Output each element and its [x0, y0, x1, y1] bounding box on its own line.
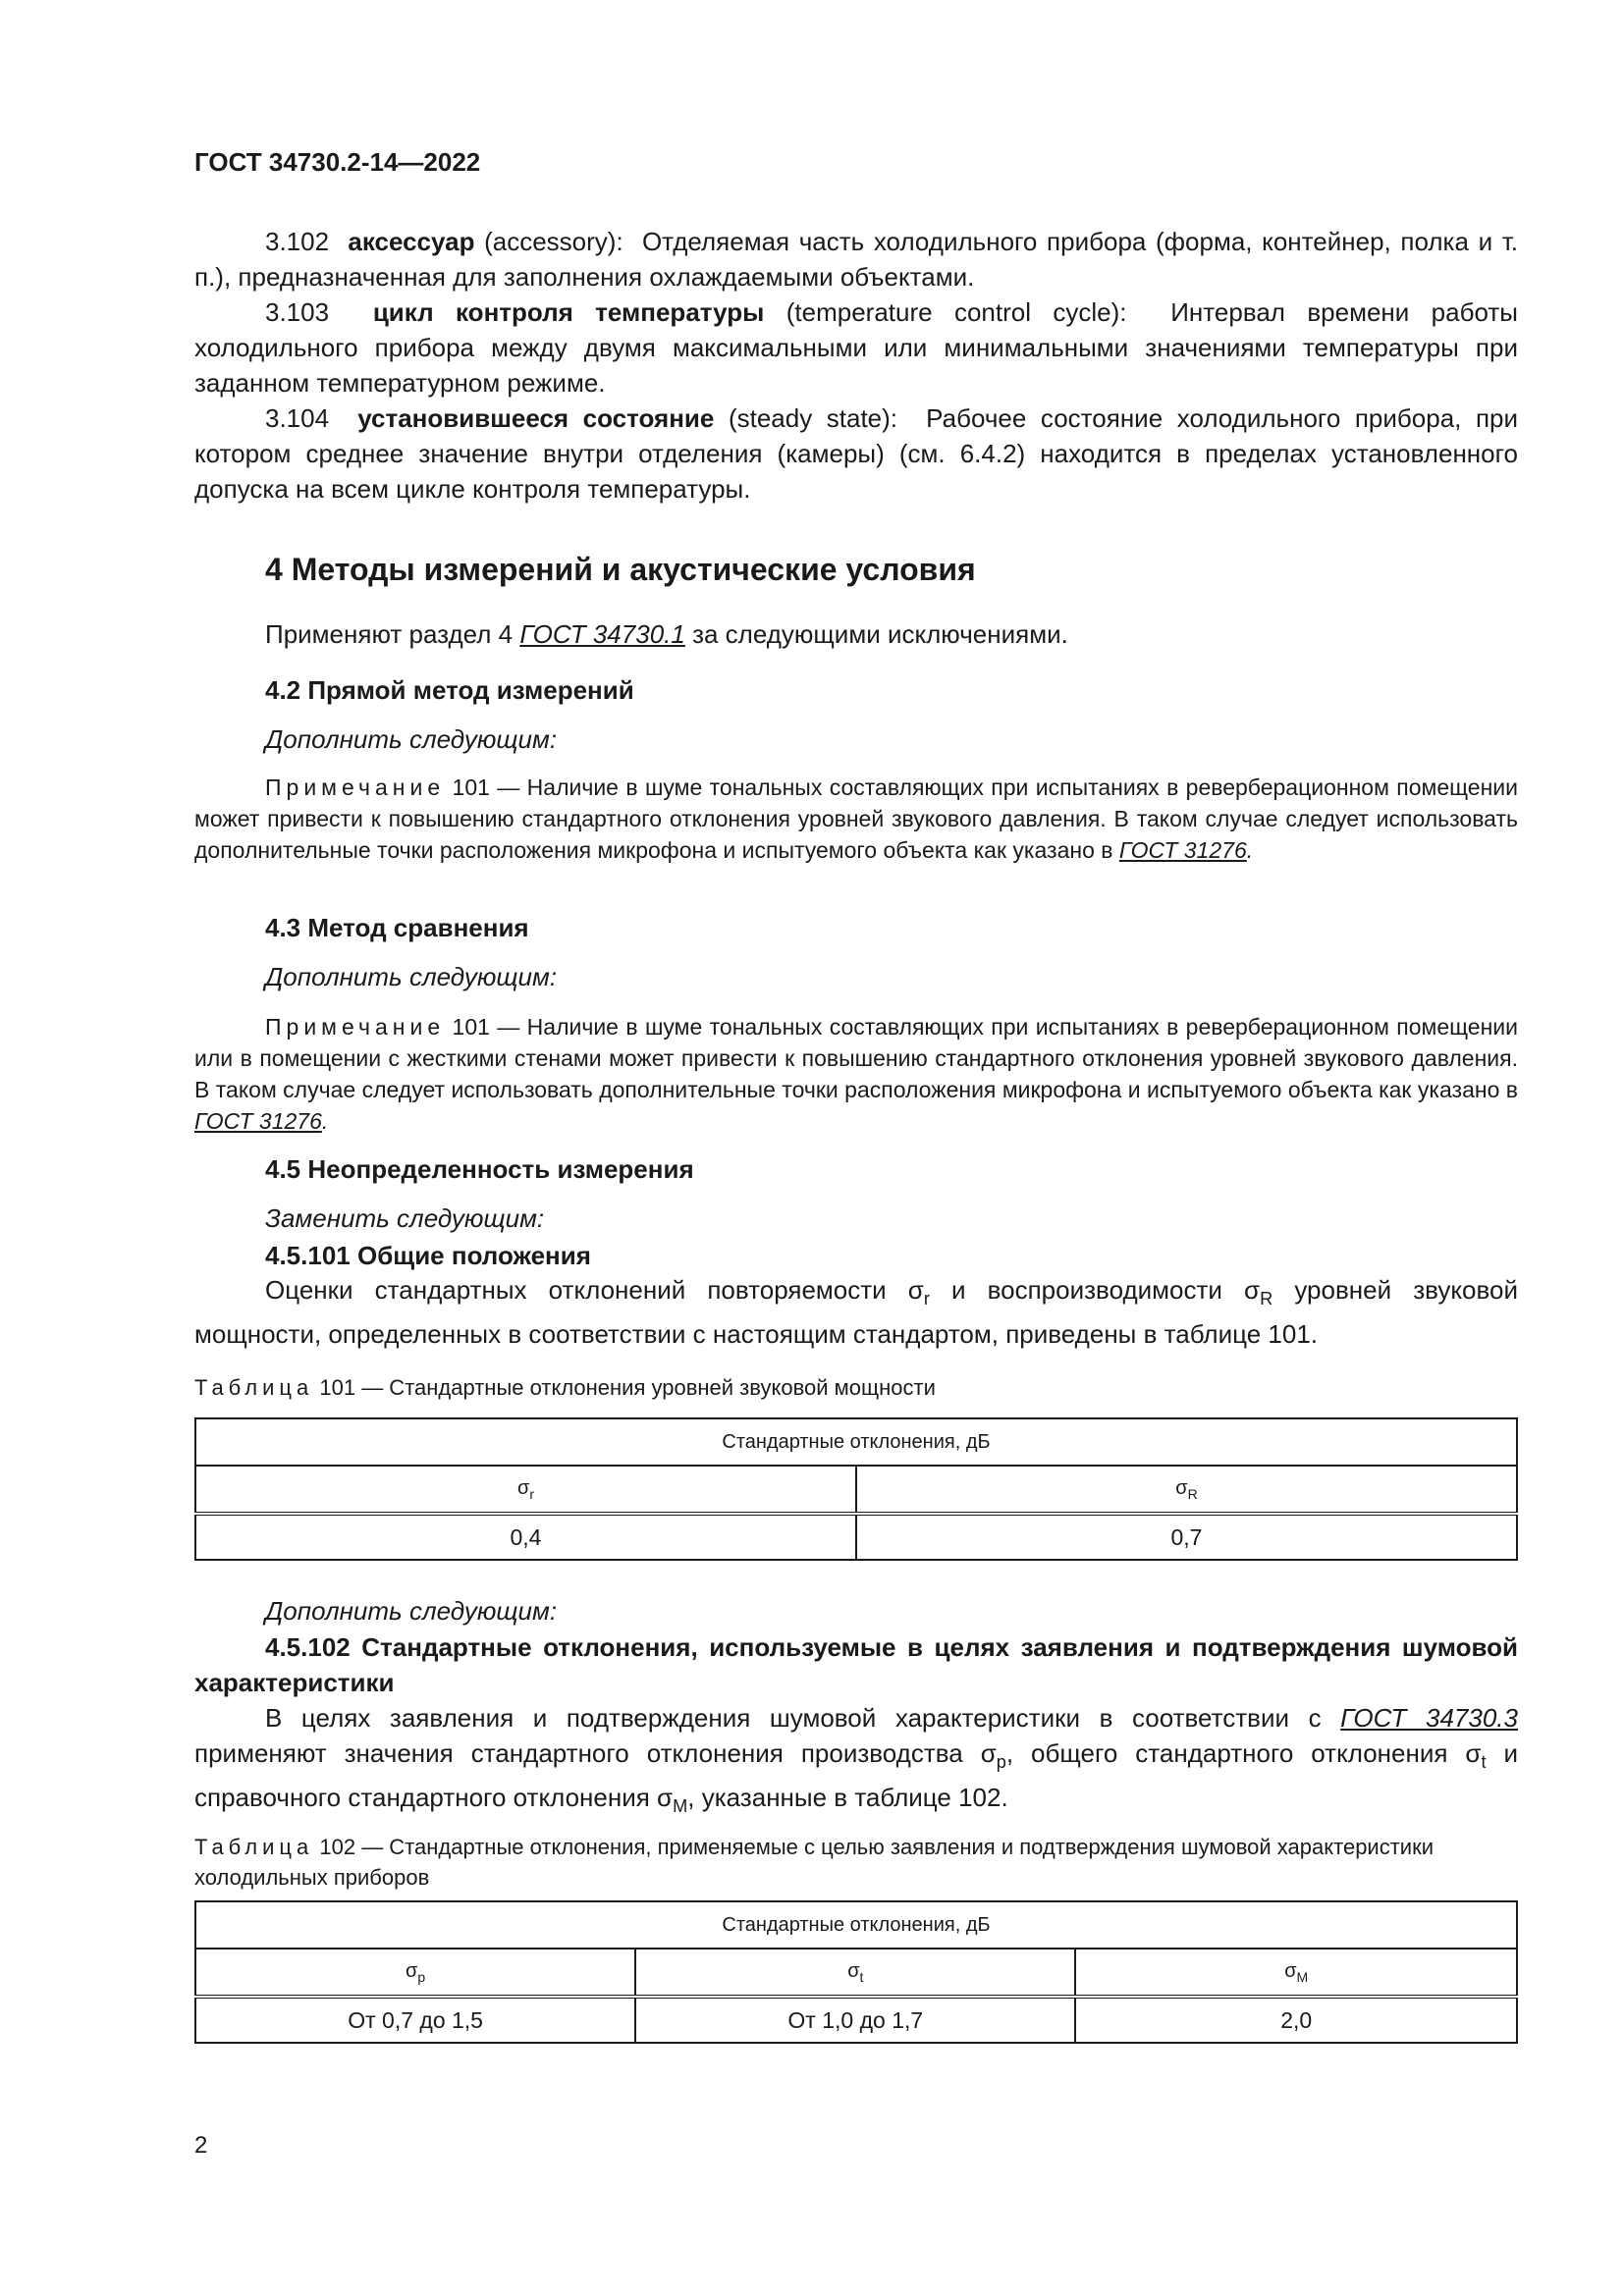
- section-4-5-102-title-block: [194, 1629, 1518, 1700]
- subscript: R: [1187, 1485, 1198, 1502]
- table-header: Стандартные отклонения, дБ: [195, 1901, 1517, 1949]
- definition-number: 3.102: [265, 227, 330, 256]
- definition-text: Интервал времени работы холодильного прибора между двумя максимальными или минимальными значениями температуры при заданном температурном режиме.: [194, 297, 1518, 398]
- note-end: .: [1246, 837, 1254, 863]
- definition-term: установившееся состояние: [357, 403, 715, 433]
- gost-31276-link[interactable]: ГОСТ 31276: [1118, 837, 1247, 863]
- section-4-5-102-instruction: Дополнить следующим:: [265, 1596, 558, 1626]
- section-4-2-title: 4.2 Прямой метод измерений: [265, 675, 634, 705]
- gost-34730-3-link[interactable]: ГОСТ 34730.3: [1340, 1703, 1518, 1733]
- gost-31276-link[interactable]: ГОСТ 31276: [194, 1108, 322, 1134]
- definition-text: Рабочее состояние холодильного прибора, при котором среднее значение внутри отделения (камеры) (см. 6.4.2) находится в пределах установленного допуска на всем цикле контроля температуры.: [194, 403, 1519, 504]
- definition-term: цикл контроля температуры: [372, 297, 765, 327]
- section-4-5-102-title: 4.5.102 Стандартные отклонения, используемые в целях заявления и подтверждения шумовой характеристики: [194, 1632, 1518, 1697]
- note-label: Примечание: [265, 1014, 446, 1040]
- definition-text: Отделяемая часть холодильного прибора (форма, контейнер, полка и т. п.), предназначенная для заполнения охлаждаемыми объектами.: [194, 227, 1518, 292]
- section-4-2-instruction: Дополнить следующим:: [265, 724, 558, 754]
- sigma-symbol: σ: [406, 1959, 418, 1982]
- text-part: и воспроизводимости σ: [929, 1275, 1261, 1305]
- text-part: применяют значения стандартного отклонения производства σ: [194, 1738, 997, 1768]
- document-page: [194, 0, 1518, 2296]
- intro-text-end: за следующими исключениями.: [684, 619, 1068, 649]
- section-4-5-instruction: Заменить следующим:: [265, 1203, 545, 1233]
- section-4-2-note: [194, 772, 1518, 866]
- subscript: r: [529, 1485, 534, 1502]
- definition-term: аксессуар: [348, 227, 475, 256]
- document-header: ГОСТ 34730.2-14—2022: [194, 147, 481, 177]
- section-4-intro: [194, 616, 1518, 652]
- table-cell: От 0,7 до 1,5: [195, 1997, 635, 2043]
- section-4-5-title: 4.5 Неопределенность измерения: [265, 1154, 694, 1184]
- table-header: Стандартные отклонения, дБ: [195, 1418, 1517, 1466]
- definition-number: 3.103: [265, 297, 330, 327]
- table-101-caption: [194, 1372, 1518, 1403]
- subscript: R: [1260, 1289, 1273, 1309]
- table-cell: 2,0: [1075, 1997, 1517, 2043]
- definition-en-term: (steady state):: [728, 403, 898, 433]
- note-end: .: [321, 1108, 329, 1134]
- table-cell: От 1,0 до 1,7: [635, 1997, 1075, 2043]
- caption-text: 101 — Стандартные отклонения уровней звуковой мощности: [313, 1375, 936, 1400]
- gost-34730-1-link[interactable]: ГОСТ 34730.1: [519, 619, 685, 649]
- definition-3-103: [194, 294, 1518, 400]
- subscript: M: [673, 1796, 688, 1817]
- subscript: p: [996, 1752, 1006, 1773]
- section-4-3-title: 4.3 Метод сравнения: [265, 913, 529, 942]
- caption-label: Таблица: [194, 1375, 314, 1400]
- text-part: Оценки стандартных отклонений повторяемости σ: [265, 1275, 924, 1305]
- definition-3-102: [194, 224, 1518, 294]
- table-102: [194, 1900, 1518, 2044]
- table-101: [194, 1417, 1518, 1561]
- page-number: 2: [194, 2132, 208, 2159]
- table-col-header: [195, 1949, 635, 1997]
- section-4-title: 4 Методы измерений и акустические условия: [265, 552, 976, 587]
- subscript: M: [1296, 1968, 1309, 1985]
- text-part: , общего стандартного отклонения σ: [1005, 1738, 1482, 1768]
- table-102-caption: [194, 1832, 1518, 1893]
- intro-text: Применяют раздел 4: [265, 619, 520, 649]
- text-part: В целях заявления и подтверждения шумовой характеристики в соответствии с: [265, 1703, 1341, 1733]
- sigma-symbol: σ: [516, 1476, 530, 1499]
- note-text: 101 — Наличие в шуме тональных составляющих при испытаниях в реверберационном помещении может привести к повышению стандартного отклонения уровней звукового давления. В таком случае следует использовать дополнительные точки расположения микрофона и испытуемого объекта как указано в: [194, 774, 1518, 863]
- text-part: уровней звуковой мощности, определенных в соответствии с настоящим стандартом, приведены в таблице 101.: [194, 1275, 1518, 1350]
- note-text: 101 — Наличие в шуме тональных составляющих при испытаниях в реверберационном помещении или в помещении с жесткими стенами может привести к повышению стандартного отклонения уровней звукового давления. В таком случае следует использовать дополнительные точки расположения микрофона и испытуемого объекта как указано в: [194, 1014, 1518, 1102]
- table-col-header: [195, 1466, 856, 1514]
- sigma-symbol: σ: [1284, 1959, 1297, 1982]
- table-cell: 0,7: [856, 1514, 1517, 1560]
- section-4-5-101-title: 4.5.101 Общие положения: [265, 1241, 591, 1270]
- sigma-symbol: σ: [847, 1959, 860, 1982]
- table-cell: 0,4: [195, 1514, 856, 1560]
- table-col-header: [1075, 1949, 1517, 1997]
- subscript: r: [923, 1289, 930, 1309]
- definitions-block: [194, 224, 1518, 507]
- section-4-3-note: [194, 1011, 1518, 1137]
- note-label: Примечание: [265, 774, 446, 800]
- section-4-5-102-text: [194, 1700, 1518, 1824]
- definition-3-104: [194, 400, 1518, 507]
- caption-text: 102 — Стандартные отклонения, применяемые с целью заявления и подтверждения шумовой характеристики холодильных приборов: [194, 1835, 1434, 1890]
- sigma-symbol: σ: [1175, 1476, 1188, 1499]
- section-4-5-101-text: [194, 1272, 1518, 1352]
- definition-en-term: (accessory):: [484, 227, 623, 256]
- text-part: и справочного стандартного отклонения σ: [194, 1738, 1519, 1813]
- definition-en-term: (temperature control cycle):: [785, 297, 1127, 327]
- text-part: , указанные в таблице 102.: [687, 1783, 1008, 1813]
- section-4-3-instruction: Дополнить следующим:: [265, 962, 558, 991]
- definition-number: 3.104: [265, 403, 330, 433]
- subscript: t: [1481, 1752, 1487, 1773]
- table-col-header: [856, 1466, 1517, 1514]
- table-col-header: [635, 1949, 1075, 1997]
- subscript: t: [859, 1968, 864, 1985]
- caption-label: Таблица: [194, 1835, 314, 1859]
- subscript: p: [417, 1968, 426, 1985]
